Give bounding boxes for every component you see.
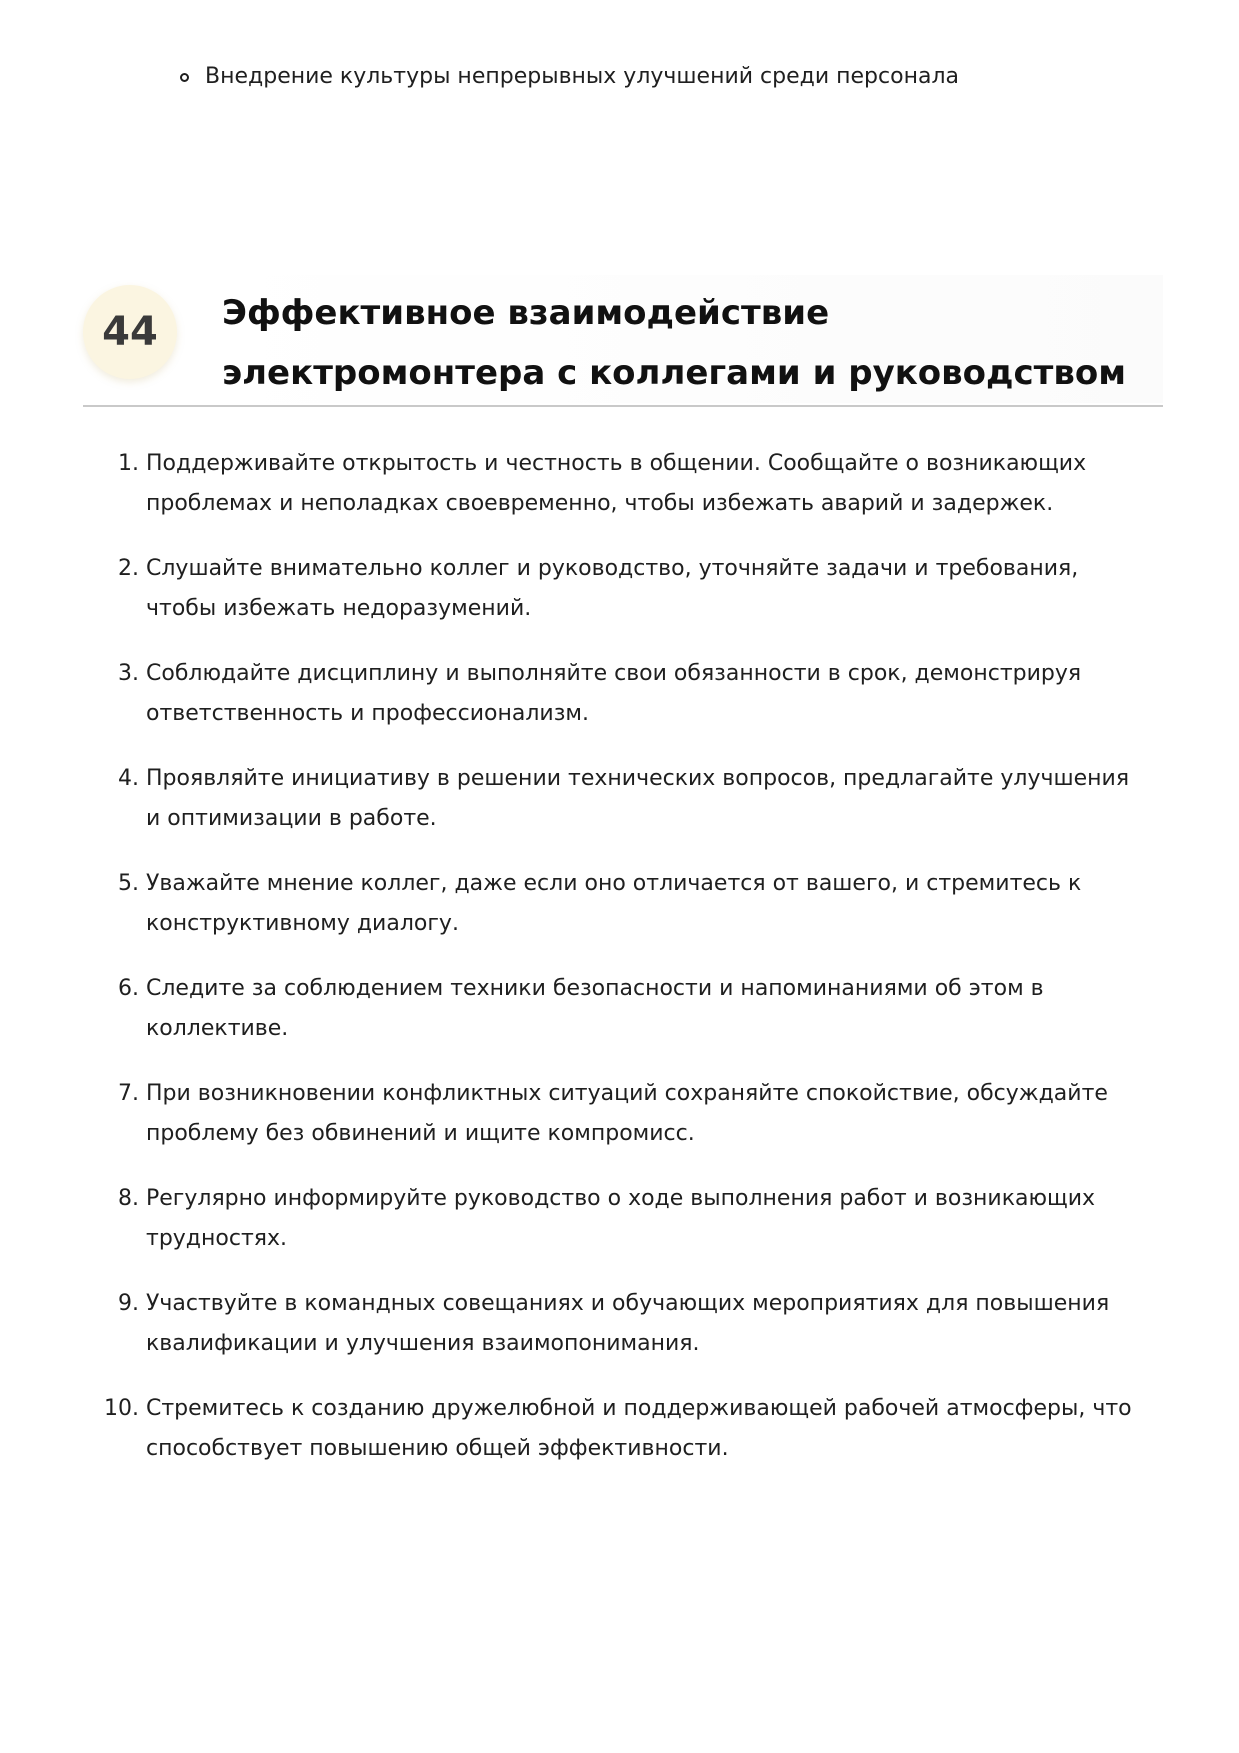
list-item-number: 4. — [118, 766, 139, 791]
list-item-number: 5. — [118, 871, 139, 896]
list-item — [0, 654, 1239, 734]
bullet-circle-icon — [180, 73, 189, 82]
list-item-text: Участвуйте в командных совещаниях и обучающих мероприятиях для повышения квалификации и улучшения взаимопонимания. — [146, 1291, 1110, 1356]
list-item-text: Уважайте мнение коллег, даже если оно отличается от вашего, и стремитесь к конструктивному диалогу. — [146, 871, 1082, 936]
list-item — [0, 1179, 1239, 1259]
list-item — [0, 1284, 1239, 1364]
list-item-number: 10. — [104, 1396, 139, 1421]
list-item-number: 6. — [118, 976, 139, 1001]
list-item — [0, 864, 1239, 944]
list-item-number: 7. — [118, 1081, 139, 1106]
list-item-text: Слушайте внимательно коллег и руководство, уточняйте задачи и требования, чтобы избежать недоразумений. — [146, 556, 1079, 621]
list-item-text: Проявляйте инициативу в решении технических вопросов, предлагайте улучшения и оптимизации в работе. — [146, 766, 1130, 831]
section-number-badge: 44 — [83, 285, 177, 379]
list-item — [0, 1074, 1239, 1154]
list-item — [0, 549, 1239, 629]
section-header — [83, 275, 1163, 407]
list-item — [0, 759, 1239, 839]
list-item — [0, 444, 1239, 524]
list-item-text: Поддерживайте открытость и честность в общении. Сообщайте о возникающих проблемах и неполадках своевременно, чтобы избежать аварий и задержек. — [146, 451, 1087, 516]
list-item-text: Стремитесь к созданию дружелюбной и поддерживающей рабочей атмосферы, что способствует повышению общей эффективности. — [146, 1396, 1132, 1461]
list-item-text: Следите за соблюдением техники безопасности и напоминаниями об этом в коллективе. — [146, 976, 1044, 1041]
section-title: Эффективное взаимодействие электромонтера с коллегами и руководством — [222, 293, 1127, 393]
list-item-text: Соблюдайте дисциплину и выполняйте свои обязанности в срок, демонстрируя ответственность и профессионализм. — [146, 661, 1082, 726]
list-item-number: 8. — [118, 1186, 139, 1211]
top-bullet-item — [180, 60, 959, 94]
list-item-number: 1. — [118, 451, 139, 476]
list-item-number: 3. — [118, 661, 139, 686]
list-item-text: При возникновении конфликтных ситуаций сохраняйте спокойствие, обсуждайте проблему без обвинений и ищите компромисс. — [146, 1081, 1108, 1146]
top-bullet-text: Внедрение культуры непрерывных улучшений среди персонала — [205, 64, 959, 89]
list-item-number: 2. — [118, 556, 139, 581]
list-item-text: Регулярно информируйте руководство о ходе выполнения работ и возникающих трудностях. — [146, 1186, 1096, 1251]
list-item-number: 9. — [118, 1291, 139, 1316]
list-item — [0, 1389, 1239, 1469]
tips-list — [0, 444, 1239, 1494]
list-item — [0, 969, 1239, 1049]
